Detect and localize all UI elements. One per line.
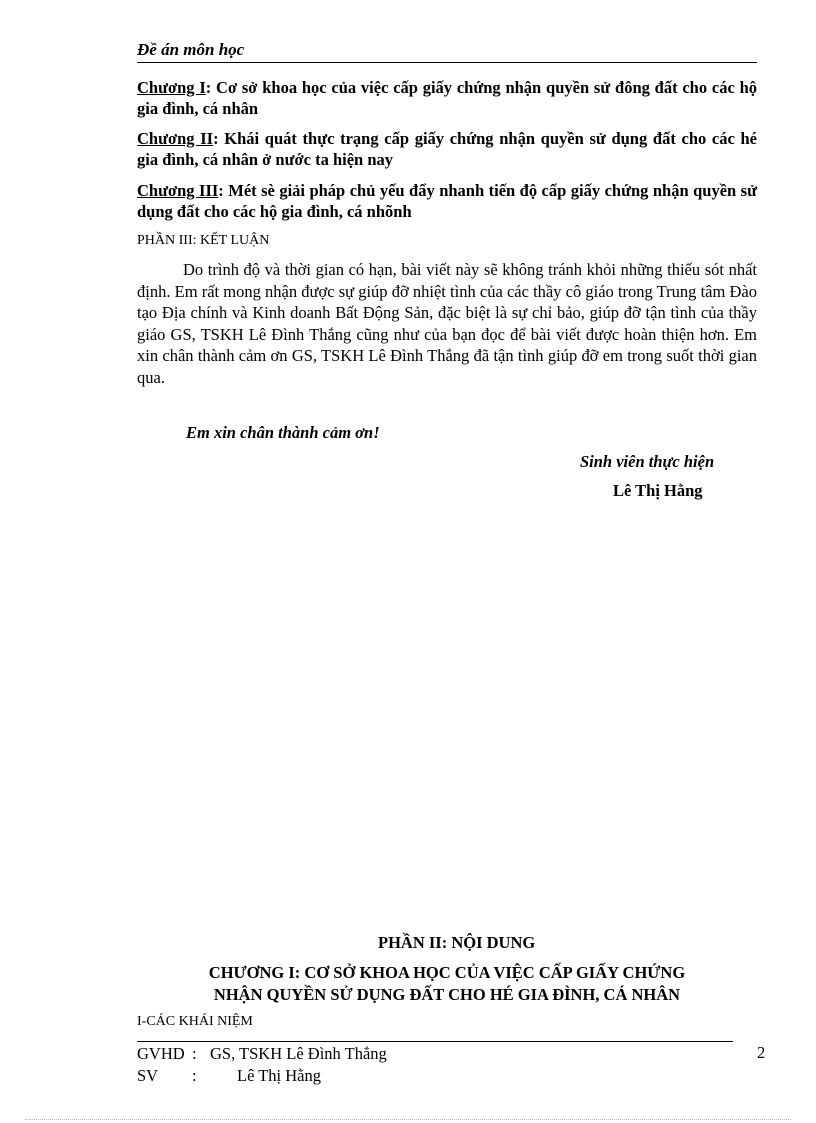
chapter-2-label: Chương II: [137, 129, 214, 148]
thanks-line: Em xin chân thành cảm ơn!: [186, 423, 380, 442]
footer-divider: [137, 1041, 733, 1042]
chapter-title-line-2: NHẬN QUYỀN SỬ DỤNG ĐẤT CHO HÉ GIA ĐÌNH, CÁ NHÂN: [213, 985, 681, 1004]
footer-sv: [137, 1066, 321, 1086]
chapter-3-text: : Mét sè giải pháp chủ yếu đẩy nhanh tiến độ cấp giấy chứng nhận quyền sử dụng đất cho các hộ gia đình, cá nhõnh: [137, 181, 757, 221]
footer-sv-colon: :: [192, 1066, 197, 1085]
chapter-title: [137, 962, 757, 1006]
section-conclusion-heading: PHẦN III: KẾT LUẬN: [137, 233, 270, 248]
page-number: 2: [757, 1043, 766, 1062]
chapter-1-summary: [137, 77, 757, 119]
footer-gvhd-key: GVHD: [137, 1044, 185, 1063]
header-divider: [137, 62, 757, 63]
part-title: PHẦN II: NỘI DUNG: [378, 933, 536, 952]
footer-sv-key: SV: [137, 1066, 159, 1085]
chapter-3-label: Chương III: [137, 181, 219, 200]
conclusion-paragraph: Do trình độ và thời gian có hạn, bài viết này sẽ không tránh khỏi những thiếu sót nhất định. Em rất mong nhận được sự giúp đỡ nhiệt tình của các thầy cô giáo trong Trung tâm Đào tạo Địa chính và Kinh doanh Bất Động Sản, đặc biệt là sự chỉ bảo, giúp đỡ tận tình của thầy giáo GS, TSKH Lê Đình Thắng cũng như của bạn đọc để bài viết được hoàn thiện hơn. Em xin chân thành cảm ơn GS, TSKH Lê Đình Thắng đã tận tình giúp đỡ em trong suốt thời gian qua.: [137, 260, 757, 387]
page-bottom-border: [25, 1119, 791, 1120]
footer-gvhd-value: GS, TSKH Lê Đình Thắng: [210, 1044, 387, 1063]
chapter-3-summary: [137, 180, 757, 222]
footer-sv-value: Lê Thị Hằng: [237, 1066, 322, 1085]
chapter-title-line-1: CHƯƠNG I: CƠ SỞ KHOA HỌC CỦA VIỆC CẤP GIẤY CHỨNG: [208, 963, 686, 982]
footer-gvhd-colon: :: [192, 1044, 197, 1063]
concepts-heading: I-CÁC KHÁI NIỆM: [137, 1014, 253, 1029]
chapter-1-text: : Cơ sở khoa học của việc cấp giấy chứng nhận quyền sử đông đất cho các hộ gia đình, cá nhân: [137, 78, 757, 118]
signer-name: Lê Thị Hằng: [613, 481, 703, 500]
chapter-1-label: Chương I: [137, 78, 206, 97]
chapter-2-summary: [137, 128, 757, 170]
header-title: Đề án môn học: [137, 40, 245, 59]
footer-gvhd: [137, 1044, 387, 1064]
chapter-2-text: : Khái quát thực trạng cấp giấy chứng nhận quyền sử dụng đất cho các hé gia đình, cá nhân ở nước ta hiện nay: [137, 129, 757, 169]
signer-role: Sinh viên thực hiện: [580, 452, 715, 471]
